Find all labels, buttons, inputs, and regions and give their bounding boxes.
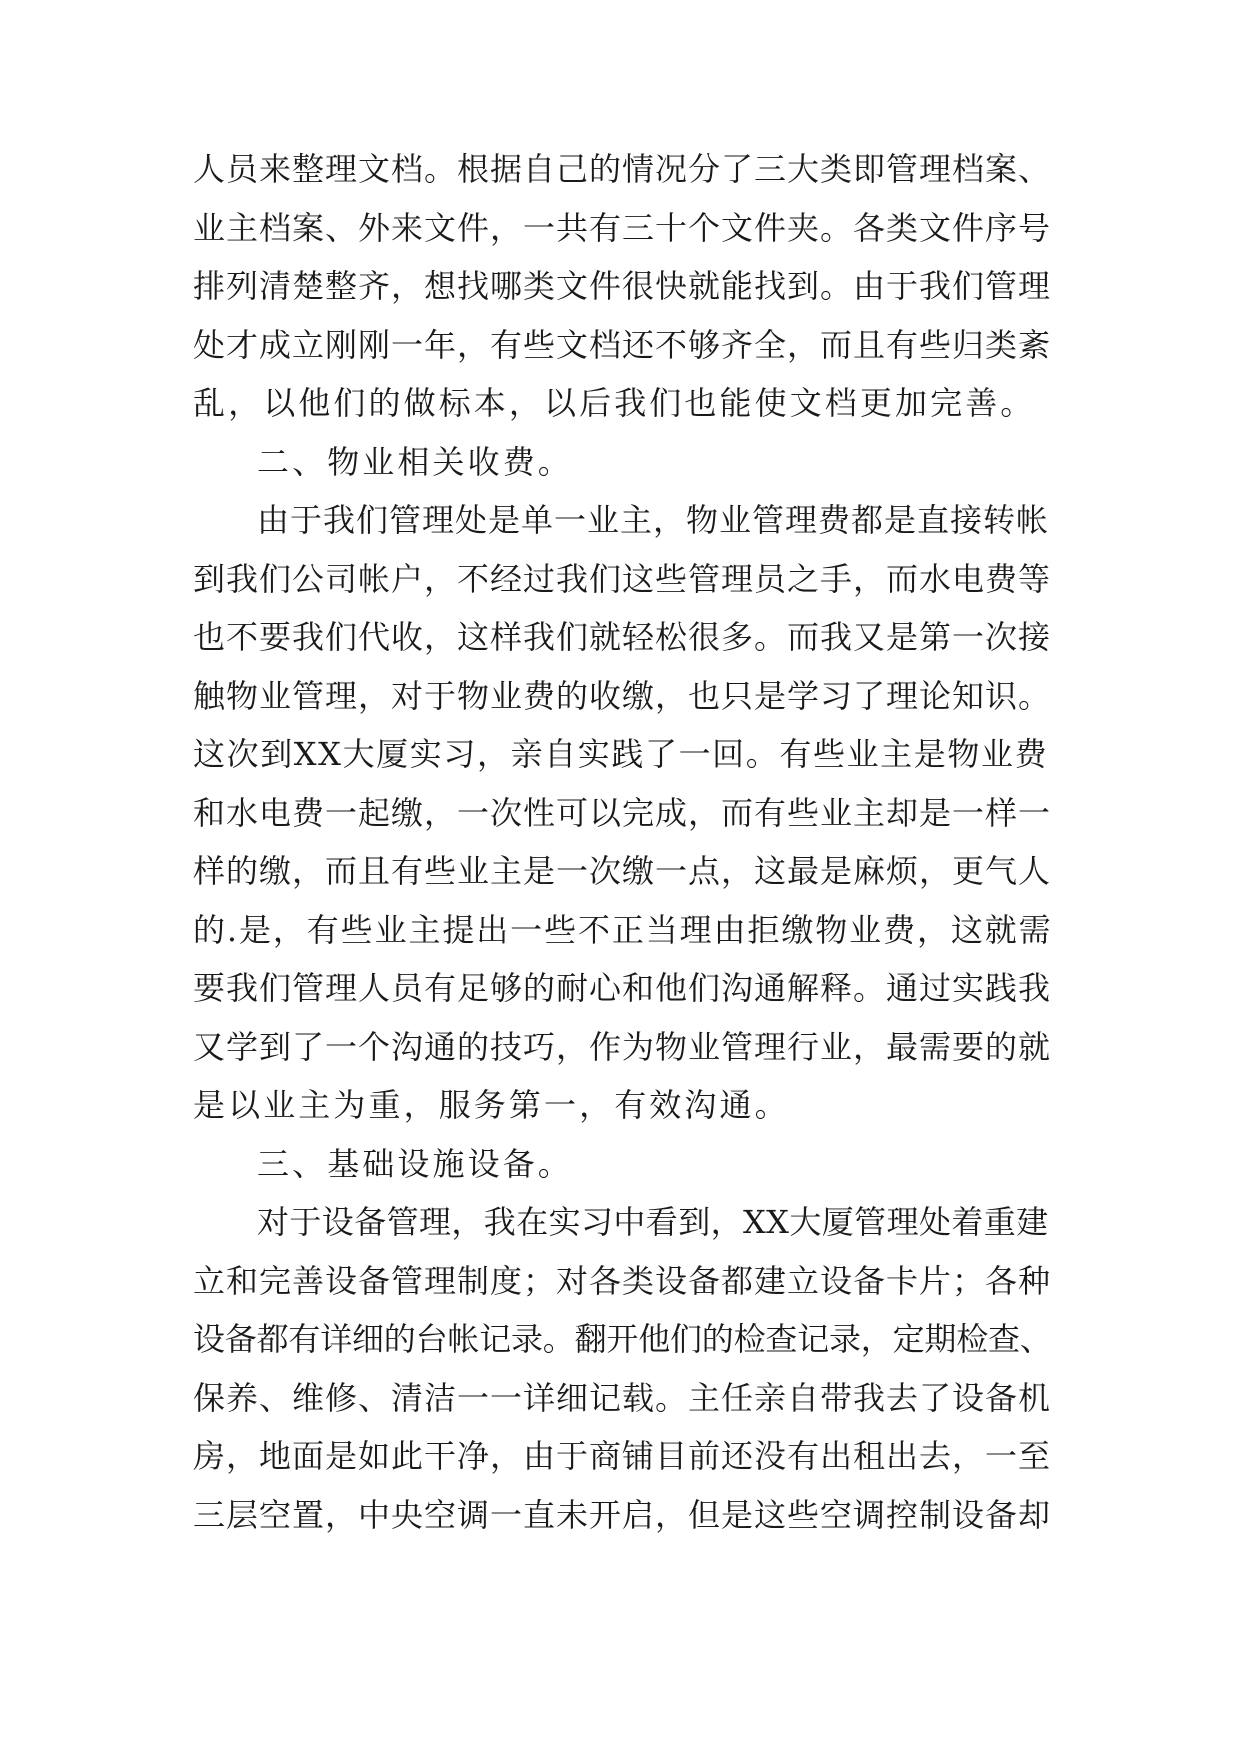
text-line: 也不要我们代收，这样我们就轻松很多。而我又是第一次接 [193, 618, 1052, 656]
text-line: 和水电费一起缴，一次性可以完成，而有些业主却是一样一 [193, 793, 1052, 832]
text-line: 这次到XX大厦实习，亲自实践了一回。有些业主是物业费 [193, 735, 1049, 773]
document-body [193, 140, 1053, 1544]
text-line: 三层空置，中央空调一直未开启，但是这些空调控制设备却 [193, 1495, 1052, 1534]
text-line: 三、基础设施设备。 [257, 1144, 573, 1183]
text-line: 设备都有详细的台帐记录。翻开他们的检查记录，定期检查、 [193, 1320, 1052, 1358]
text-line: 对于设备管理，我在实习中看到，XX大厦管理处着重建 [257, 1203, 1049, 1241]
text-line: 业主档案、外来文件，一共有三十个文件夹。各类文件序号 [193, 208, 1052, 247]
text-line: 二、物业相关收费。 [257, 442, 573, 481]
text-line: 立和完善设备管理制度；对各类设备都建立设备卡片；各种 [193, 1261, 1052, 1300]
text-line: 要我们管理人员有足够的耐心和他们沟通解释。通过实践我 [193, 969, 1052, 1007]
text-line: 是以业主为重，服务第一，有效沟通。 [193, 1086, 790, 1124]
text-line: 到我们公司帐户，不经过我们这些管理员之手，而水电费等 [193, 559, 1052, 598]
text-line: 房，地面是如此干净，由于商铺目前还没有出租出去，一至 [193, 1437, 1052, 1475]
text-line: 的.是，有些业主提出一些不正当理由拒缴物业费，这就需 [193, 910, 1053, 949]
text-line: 排列清楚整齐，想找哪类文件很快就能找到。由于我们管理 [193, 267, 1052, 305]
text-line: 保养、维修、清洁一一详细记载。主任亲自带我去了设备机 [193, 1378, 1052, 1417]
text-line: 触物业管理，对于物业费的收缴，也只是学习了理论知识。 [193, 676, 1052, 715]
text-line: 乱，以他们的做标本，以后我们也能使文档更加完善。 [193, 384, 1036, 422]
text-line: 又学到了一个沟通的技巧，作为物业管理行业，最需要的就 [193, 1027, 1052, 1066]
text-line: 处才成立刚刚一年，有些文档还不够齐全，而且有些归类紊 [193, 325, 1052, 364]
text-line: 样的缴，而且有些业主是一次缴一点，这最是麻烦，更气人 [193, 852, 1052, 890]
text-line: 人员来整理文档。根据自己的情况分了三大类即管理档案、 [193, 150, 1052, 188]
text-line: 由于我们管理处是单一业主，物业管理费都是直接转帐 [257, 501, 1050, 539]
